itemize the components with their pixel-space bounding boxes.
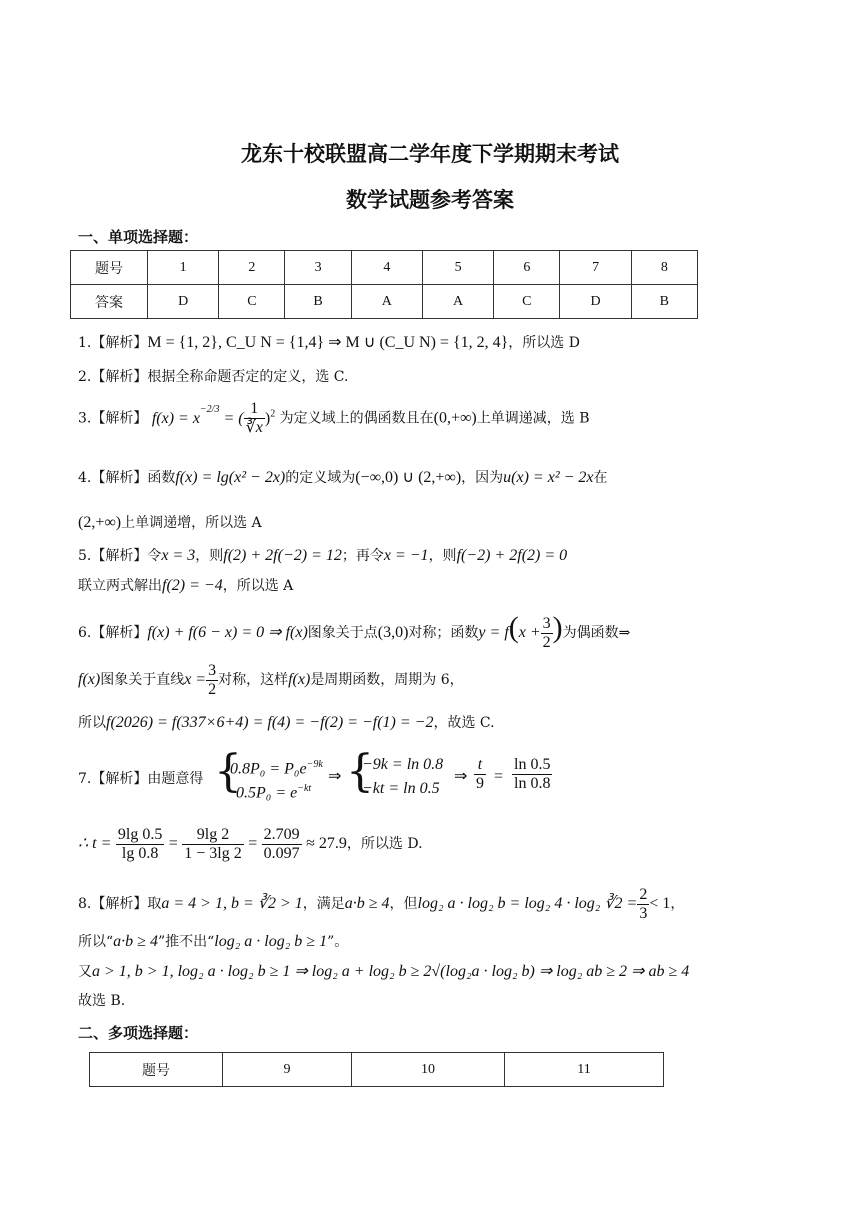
- solution-text: 对称，这样: [218, 672, 289, 688]
- answer-table-answer-row: [71, 285, 698, 319]
- fraction: $\frac{t}{9}$: [476, 756, 484, 792]
- math-interval: (−∞,0) ∪ (2,+∞): [355, 469, 462, 486]
- math-expression: f(x): [288, 671, 311, 688]
- equation-system-line: −9k = ln 0.8: [362, 756, 444, 773]
- math-expression: f(2) = −4: [162, 577, 223, 594]
- solution-6-cont: [78, 660, 464, 702]
- solution-2: 2.【解析】根据全称命题否定的定义，选 C.: [78, 369, 349, 385]
- solution-3: 3.【解析】 $f(x) = x^{-2/3}$ = ( $\frac{1}{∛x}$ )$^2$ 为定义域上的偶函数且在(0,+∞)上单调递减，选 B: [78, 400, 590, 436]
- solution-text: ；再令: [341, 548, 384, 564]
- solution-text: ”。: [327, 934, 349, 950]
- table-cell: 题号: [71, 251, 148, 285]
- math-expression: < 1: [649, 895, 671, 912]
- solution-text: ，所以选 D: [508, 335, 580, 351]
- solution-text: ，故选 C.: [433, 715, 495, 731]
- solution-text: 又: [78, 964, 92, 980]
- table-cell: 答案: [71, 285, 148, 319]
- math-expression: ≈ 27.9: [306, 835, 347, 852]
- fraction: $\frac{2}{3}$: [639, 885, 648, 922]
- math-expression: $f(x) = x^{-2/3}$ = (: [151, 404, 244, 427]
- table-cell: 8: [631, 251, 697, 285]
- solution-label: 5.【解析】令: [78, 548, 162, 564]
- solution-text: 上单调递增，所以选 A: [121, 515, 262, 531]
- table-cell: D: [560, 285, 631, 319]
- solution-8-proof: [78, 961, 689, 983]
- table-cell: A: [422, 285, 493, 319]
- table-cell: 3: [285, 251, 351, 285]
- fraction: $\frac{\ln 0.5}{\ln 0.8}$: [514, 756, 551, 792]
- solution-1: [78, 332, 580, 354]
- math-expression: log₂ a · log₂ b = log₂ 4 · log₂ ∛2 =: [417, 895, 638, 912]
- solution-text: ，则: [195, 548, 224, 564]
- fraction: $\frac{2.709}{0.097}$: [263, 825, 300, 862]
- math-expression: ∴ t =: [78, 835, 112, 852]
- solution-label: 1.【解析】: [78, 335, 148, 351]
- solution-text: ，所以选 D.: [346, 836, 423, 852]
- solution-6: 6.【解析】f(x) + f(6 − x) = 0 ⇒ f(x)图象关于点(3,0)对称；函数y = f(x + $\frac{3}{2}$ )为偶函数⇒: [78, 611, 631, 651]
- table-cell: 7: [560, 251, 631, 285]
- table-cell: 10: [352, 1053, 505, 1087]
- math-interval: (2,+∞): [78, 514, 122, 531]
- solution-label: 4.【解析】函数: [78, 470, 176, 486]
- solution-8-conclusion: 故选 B.: [78, 993, 126, 1009]
- title-sub: 数学试题参考答案: [346, 188, 514, 212]
- answer-table-header-row: [71, 251, 698, 285]
- table-cell: D: [148, 285, 219, 319]
- solution-text: 图象关于点: [307, 625, 378, 641]
- solution-text: 为偶函数⇒: [562, 625, 631, 641]
- equation-system-line: $0.5P_0 = e^{-kt}$: [236, 783, 312, 802]
- solution-text: 为定义域上的偶函数且在: [279, 410, 434, 427]
- math-expression: f(x) = lg(x² − 2x): [175, 469, 286, 486]
- solution-text: 对称；函数: [408, 625, 479, 641]
- math-expression: x = −1: [383, 547, 429, 564]
- table-cell: 6: [494, 251, 560, 285]
- solution-text: ，所以选 A: [222, 578, 294, 594]
- math-expression: x =: [184, 671, 207, 688]
- fraction: $\frac{9\lg 2}{1 - 3\lg 2}$: [184, 825, 242, 862]
- table-cell: 11: [505, 1053, 664, 1087]
- math-expression: a·b ≥ 4: [344, 895, 390, 912]
- section-single-choice: 一、单项选择题：: [78, 228, 199, 246]
- fraction: $\frac{9\lg 0.5}{\lg 0.8}$: [117, 825, 163, 862]
- answer-table-header-row: [90, 1053, 664, 1087]
- math-expression: a = 4 > 1, b = ∛2 > 1: [161, 895, 303, 912]
- solution-4-cont: [78, 512, 262, 534]
- solution-5-cont: [78, 575, 293, 597]
- section-multi-choice: 二、多项选择题：: [78, 1024, 199, 1042]
- solution-text: 联立两式解出: [78, 578, 162, 594]
- math-expression: log₂ a · log₂ b ≥ 1: [214, 933, 328, 950]
- table-cell: A: [351, 285, 422, 319]
- math-expression: u(x) = x² − 2x: [503, 469, 594, 486]
- equation-system-line: $0.8P_0 = P_0e^{-9k}$: [230, 759, 323, 778]
- solution-text: 是周期函数，周期为 6，: [310, 672, 464, 688]
- solution-5: [78, 545, 567, 567]
- table-cell: 5: [422, 251, 493, 285]
- solution-text: 在: [593, 470, 608, 486]
- solution-text: 上单调递减，选 B: [476, 410, 590, 427]
- solution-text: 所以: [78, 715, 106, 731]
- solution-label: 3.【解析】: [78, 410, 148, 427]
- fraction: $\frac{1}{∛x}$: [245, 400, 263, 436]
- math-expression: f(−2) + 2f(2) = 0: [456, 547, 568, 564]
- solution-text: ”推不出“: [157, 934, 215, 950]
- solution-text: ，则: [428, 548, 457, 564]
- solution-text: 图象关于直线: [100, 672, 185, 688]
- table-cell: B: [285, 285, 351, 319]
- solution-7-cont: ∴ t = $\frac{9\lg 0.5}{\lg 0.8}$ = $\frac{9\lg 2}{1 - 3\lg 2}$ = $\frac{2.709}{0.097}$ ≈ 27.9，所以选 D.: [78, 825, 423, 862]
- equation-system-line: −kt = ln 0.5: [362, 780, 440, 797]
- math-expression: f(x): [78, 671, 101, 688]
- solution-label: 8.【解析】取: [78, 896, 162, 912]
- solution-8-cont: [78, 931, 348, 953]
- math-expression: M = {1, 2}, C_U N = {1,4} ⇒ M ∪ (C_U N) = {1, 2, 4}: [147, 334, 509, 351]
- fraction: $\frac{3}{2}$: [208, 661, 217, 698]
- solution-text: 所以“: [78, 934, 114, 950]
- math-expression: f(x) + f(6 − x) = 0 ⇒ f(x): [147, 624, 308, 641]
- fraction: $\frac{3}{2}$: [542, 614, 551, 651]
- table-cell: 2: [219, 251, 285, 285]
- math-interval: (0,+∞): [433, 409, 477, 427]
- solution-8: [78, 884, 684, 928]
- title-main: 龙东十校联盟高二学年度下学期期末考试: [241, 142, 619, 166]
- table-cell: 题号: [90, 1053, 223, 1087]
- math-expression: f(2026) = f(337×6+4) = f(4) = −f(2) = −f(1) = −2: [106, 714, 434, 731]
- table-cell: C: [494, 285, 560, 319]
- solution-text: ，因为: [461, 470, 504, 486]
- math-expression: y = f: [478, 624, 509, 641]
- solution-text: ，: [670, 896, 685, 912]
- answer-table-multi: [89, 1052, 664, 1087]
- table-cell: 9: [223, 1053, 352, 1087]
- solution-6-conclusion: [78, 712, 495, 734]
- solution-label: 7.【解析】由题意得: [78, 771, 204, 787]
- math-point: (3,0): [377, 624, 409, 641]
- solution-text: ，但: [389, 896, 418, 912]
- math-expression: f(2) + 2f(−2) = 12: [223, 547, 342, 564]
- solution-label: 6.【解析】: [78, 625, 148, 641]
- table-cell: 4: [351, 251, 422, 285]
- solution-text: ，满足: [302, 896, 345, 912]
- solution-text: 的定义域为: [285, 470, 356, 486]
- answer-table-single: [70, 250, 698, 319]
- table-cell: B: [631, 285, 697, 319]
- math-expression: x = 3: [161, 547, 196, 564]
- math-expression: a·b ≥ 4: [113, 933, 158, 950]
- math-expression: a > 1, b > 1, log₂ a · log₂ b ≥ 1 ⇒ log₂ a + log₂ b ≥ 2√(log₂a · log₂ b) ⇒ log₂ ab ≥ 2 ⇒ ab ≥ 4: [92, 963, 690, 980]
- solution-4: [78, 467, 608, 489]
- table-cell: 1: [148, 251, 219, 285]
- table-cell: C: [219, 285, 285, 319]
